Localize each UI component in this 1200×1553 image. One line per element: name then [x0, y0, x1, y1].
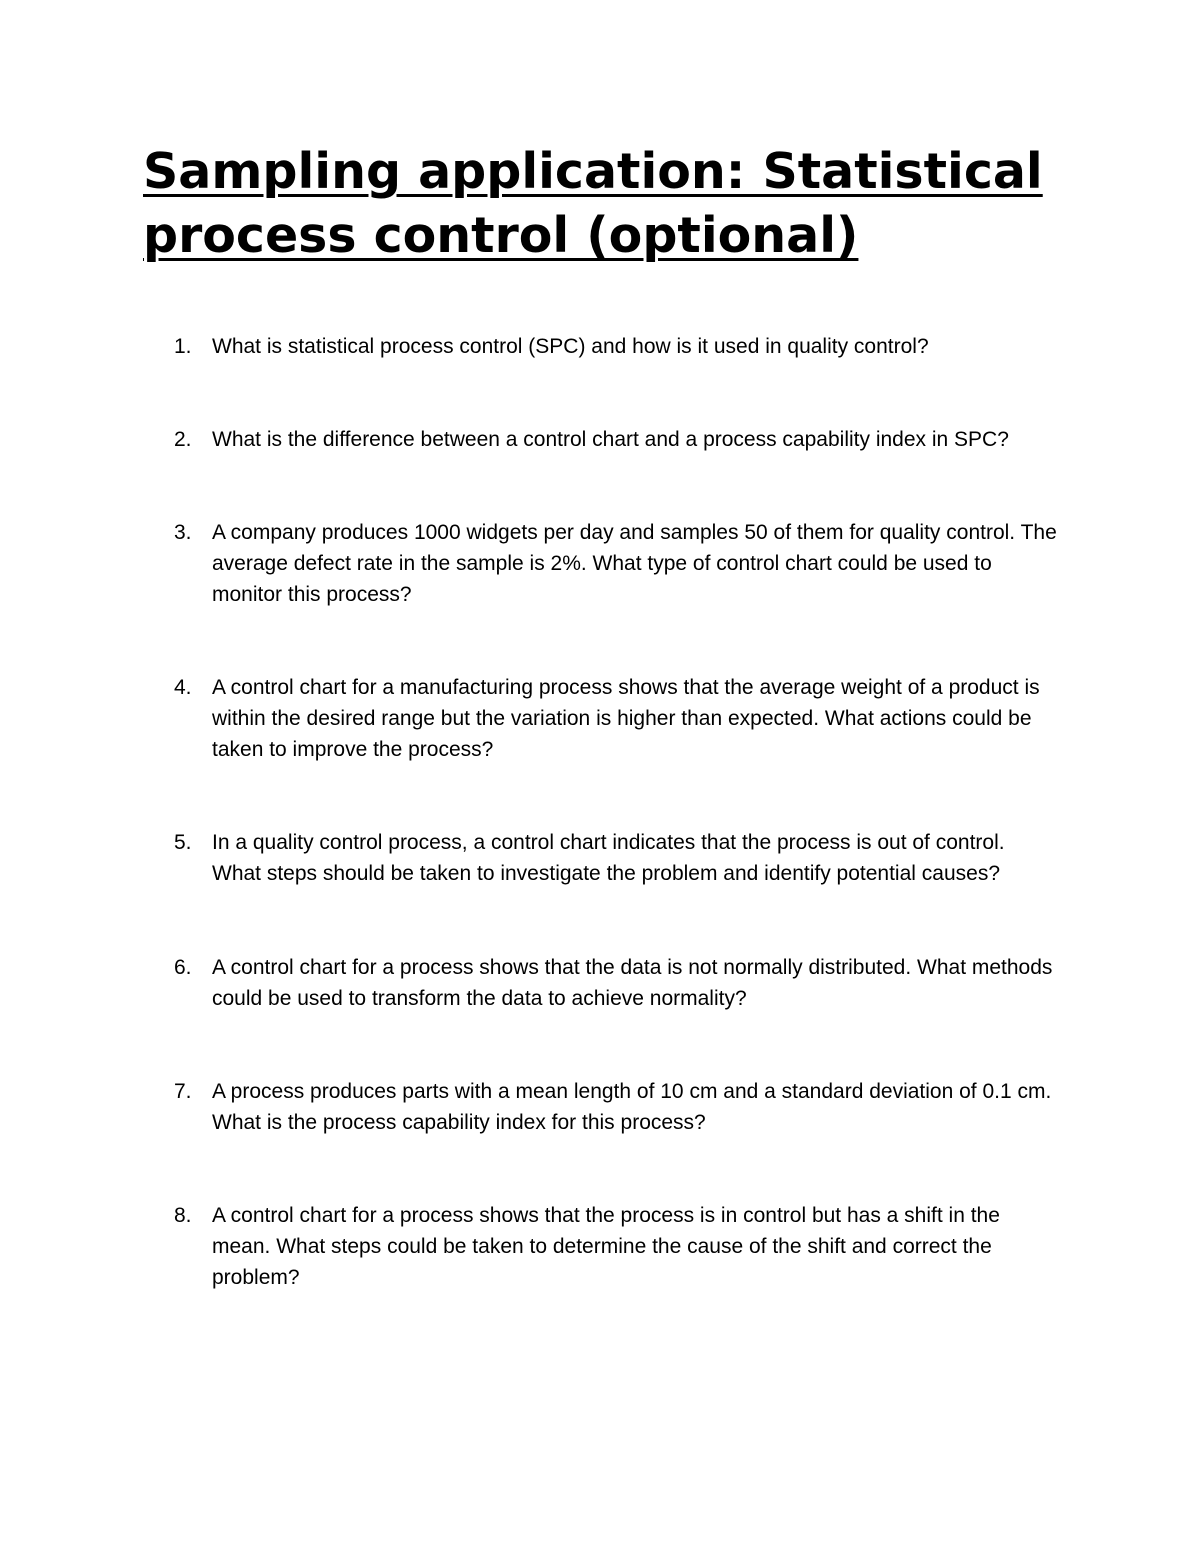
question-text: A control chart for a manufacturing process shows that the average weight of a product is within the desired range but the variation is higher than expected. What actions could be taken to improve the process?: [212, 676, 1040, 761]
question-text: What is the difference between a control chart and a process capability index in SPC?: [212, 428, 1009, 451]
question-number: 5.: [174, 831, 192, 854]
question-text: In a quality control process, a control chart indicates that the process is out of control. What steps should be taken to investigate the problem and identify potential causes?: [212, 831, 1005, 885]
document-title: Sampling application: Statistical process control (optional): [143, 143, 1043, 264]
question-number: 6.: [174, 956, 192, 979]
question-number: 2.: [174, 428, 192, 451]
question-text: A company produces 1000 widgets per day and samples 50 of them for quality control. The average defect rate in the sample is 2%. What type of control chart could be used to monitor this process?: [212, 521, 1057, 606]
question-text: A control chart for a process shows that the process is in control but has a shift in the mean. What steps could be taken to determine the cause of the shift and correct the problem?: [212, 1204, 1000, 1289]
question-number: 7.: [174, 1080, 192, 1103]
question-number: 1.: [174, 335, 192, 358]
question-text: A control chart for a process shows that the data is not normally distributed. What methods could be used to transform the data to achieve normality?: [212, 956, 1053, 1010]
question-text: A process produces parts with a mean length of 10 cm and a standard deviation of 0.1 cm. What is the process capability index for this process?: [212, 1080, 1052, 1134]
question-number: 4.: [174, 676, 192, 699]
question-text: What is statistical process control (SPC) and how is it used in quality control?: [212, 335, 929, 358]
question-number: 8.: [174, 1204, 192, 1227]
question-number: 3.: [174, 521, 192, 544]
